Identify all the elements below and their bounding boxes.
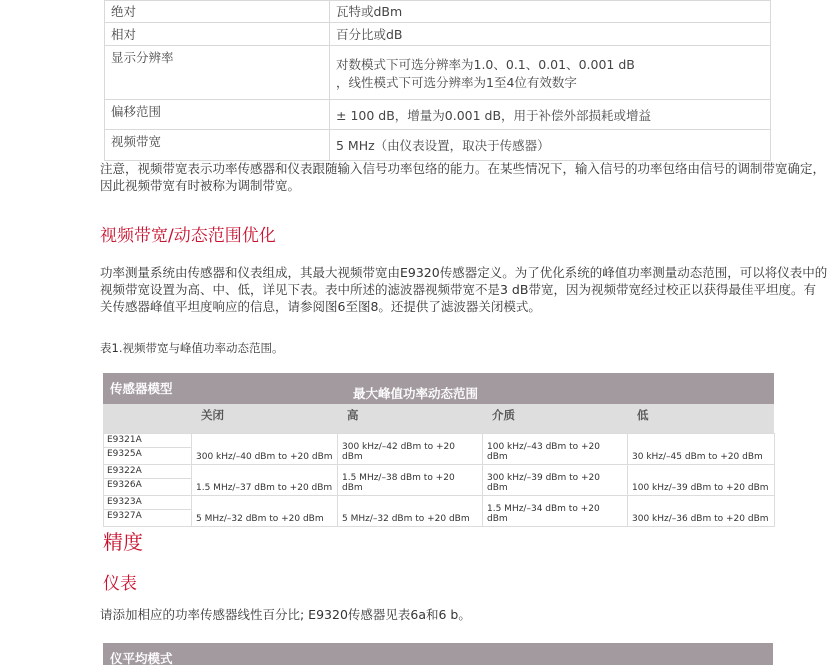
model-a: E9323A (104, 496, 191, 510)
spec-key: 显示分辨率 (105, 46, 330, 100)
subcolumn-off: 关闭 (201, 408, 224, 422)
spec-row (105, 130, 771, 161)
spec-value (330, 46, 771, 100)
value-cell: 30 kHz/–45 dBm to +20 dBm (628, 434, 775, 465)
spec-value-line: 对数模式下可选分辨率为1.0、0.1、0.01、0.001 dB (336, 57, 635, 72)
subcolumn-high: 高 (347, 408, 359, 422)
table-row (104, 434, 775, 465)
note-paragraph: 注意，视频带宽表示功率传感器和仪表跟随输入信号功率包络的能力。在某些情况下，输入信号的功率包络由信号的调制带宽确定，因此视频带宽有时被称为调制带宽。 (100, 161, 826, 193)
spec-key: 绝对 (105, 1, 330, 23)
model-b: E9325A (107, 449, 142, 459)
spec-row (105, 46, 771, 100)
spec-key: 视频带宽 (105, 130, 330, 161)
spec-value: 百分比或dB (330, 23, 771, 46)
value-cell: 300 kHz/–39 dBm to +20 dBm (483, 465, 628, 496)
table2-header-row (103, 643, 773, 665)
table-row (104, 465, 775, 496)
value-cell: 100 kHz/–39 dBm to +20 dBm (628, 465, 775, 496)
value-cell: 1.5 MHz/–34 dBm to +20 dBm (483, 496, 628, 527)
table-header-row (103, 373, 774, 404)
model-b: E9327A (107, 511, 142, 521)
value-cell: 1.5 MHz/–37 dBm to +20 dBm (192, 465, 338, 496)
meter-paragraph: 请添加相应的功率传感器线性百分比; E9320传感器见表6a和6 b。 (100, 607, 471, 622)
spec-value: ± 100 dB，增量为0.001 dB，用于补偿外部损耗或增益 (330, 100, 771, 130)
spec-table (104, 0, 771, 161)
value-cell: 1.5 MHz/–38 dBm to +20 dBm (338, 465, 483, 496)
table-row (104, 496, 775, 527)
model-cell (104, 496, 192, 527)
spec-value: 5 MHz（由仪表设置，取决于传感器） (330, 130, 771, 161)
value-cell: 300 kHz/–36 dBm to +20 dBm (628, 496, 775, 527)
model-a: E9322A (104, 465, 191, 479)
column-header-model: 传感器模型 (110, 381, 173, 396)
column-header-group: 最大峰值功率动态范围 (353, 386, 479, 401)
spec-row (105, 23, 771, 46)
spec-key: 偏移范围 (105, 100, 330, 130)
table-caption: 表1.视频带宽与峰值功率动态范围。 (100, 341, 284, 355)
value-cell: 5 MHz/–32 dBm to +20 dBm (192, 496, 338, 527)
spec-key: 相对 (105, 23, 330, 46)
value-cell: 5 MHz/–32 dBm to +20 dBm (338, 496, 483, 527)
spec-row (105, 1, 771, 23)
model-cell (104, 434, 192, 465)
spec-value: 瓦特或dBm (330, 1, 771, 23)
spec-row (105, 100, 771, 130)
column-header-mode: 仪平均模式 (110, 651, 173, 666)
section-heading-accuracy: 精度 (103, 530, 143, 554)
spec-value-line: ，线性模式下可选分辨率为1至4位有效数字 (336, 75, 577, 90)
section-heading-video-bandwidth: 视频带宽/动态范围优化 (100, 226, 276, 246)
table-subheader-row (103, 404, 774, 433)
dynamic-range-table (103, 373, 774, 527)
subcolumn-low: 低 (637, 408, 649, 422)
model-a: E9321A (104, 434, 191, 448)
model-b: E9326A (107, 480, 142, 490)
subcolumn-medium: 介质 (492, 408, 515, 422)
value-cell: 100 kHz/–43 dBm to +20 dBm (483, 434, 628, 465)
table-body (103, 433, 775, 527)
value-cell: 300 kHz/–42 dBm to +20 dBm (338, 434, 483, 465)
model-cell (104, 465, 192, 496)
value-cell: 300 kHz/–40 dBm to +20 dBm (192, 434, 338, 465)
section-heading-meter: 仪表 (103, 574, 137, 594)
video-bandwidth-paragraph: 功率测量系统由传感器和仪表组成，其最大视频带宽由E9320传感器定义。为了优化系统的峰值功率测量动态范围，可以将仪表中的视频带宽设置为高、中、低，详见下表。表中所述的滤波器视频带宽不是3 dB带宽，因为视频带宽经过校正以获得最佳平坦度。有关传感器峰值平坦度响应的信息，请参阅图6至图8。还提供了滤波器关闭模式。 (100, 265, 828, 314)
